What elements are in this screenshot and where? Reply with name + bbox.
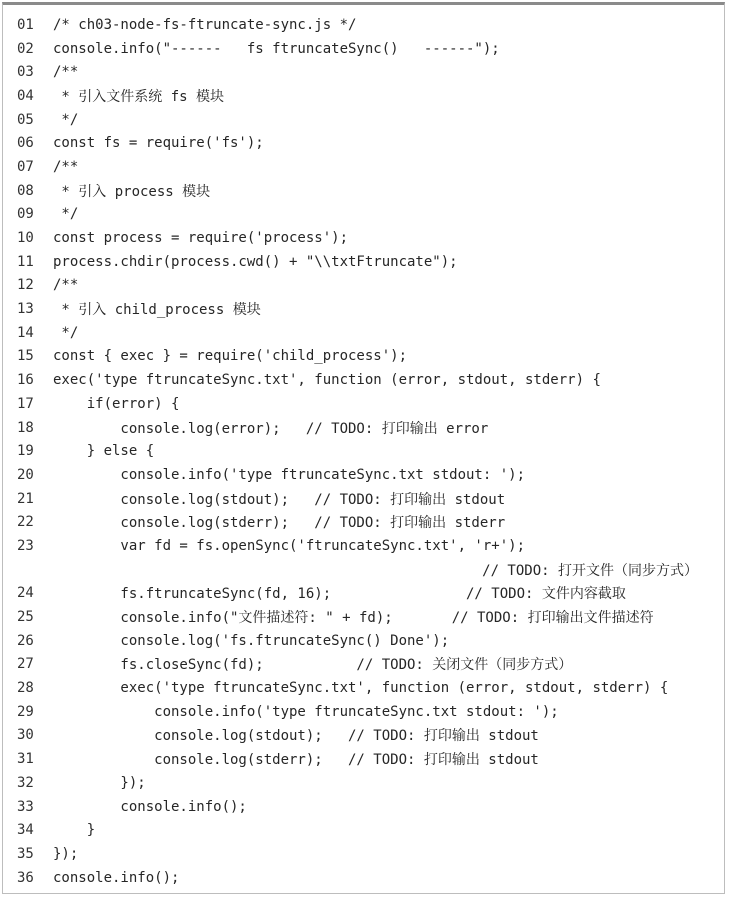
code-line [17,13,720,37]
code-text: */ [53,111,79,128]
line-number: 32 [17,774,34,791]
code-text: const { exec } = require('child_process'); [53,348,408,365]
line-number: 31 [17,751,34,768]
code-text: } else { [53,443,155,460]
line-number: 29 [17,703,34,720]
line-number: 13 [17,301,34,318]
code-text: process.chdir(process.cwd() + "\\txtFtruncate"); [53,253,458,270]
code-text: */ [53,324,79,341]
line-number: 11 [17,253,34,270]
code-text: fs.closeSync(fd); // TODO: 关闭文件（同步方式） [53,657,573,674]
line-number: 06 [17,135,34,152]
code-text: const process = require('process'); [53,230,349,247]
code-text: * 引入文件系统 fs 模块 [53,88,225,105]
code-text: }); [53,774,146,791]
code-line [17,131,720,155]
line-number: 21 [17,490,34,507]
line-number: 26 [17,632,34,649]
code-line [17,392,720,416]
code-line [17,795,720,819]
code-line [17,747,720,771]
code-line [17,676,720,700]
code-text: /* ch03-node-fs-ftruncate-sync.js */ [53,16,357,33]
code-text: exec('type ftruncateSync.txt', function (error, stdout, stderr) { [53,680,669,697]
code-text: } [53,822,96,839]
line-number: 18 [17,419,34,436]
code-text: console.info(); [53,869,180,886]
code-text: console.info('type ftruncateSync.txt stdout: '); [53,703,559,720]
code-line [17,818,720,842]
code-text: console.log('fs.ftruncateSync() Done'); [53,632,450,649]
code-line [17,250,720,274]
code-line [17,582,720,606]
line-number: 19 [17,443,34,460]
code-text: const fs = require('fs'); [53,135,264,152]
code-listing [17,13,720,889]
code-text: * 引入 child_process 模块 [53,302,261,319]
line-number: 07 [17,158,34,175]
code-text: exec('type ftruncateSync.txt', function (error, stdout, stderr) { [53,372,601,389]
code-text: console.log(stderr); // TODO: 打印输出 stdout [53,752,539,769]
line-number: 24 [17,585,34,602]
code-line [17,866,720,890]
code-line [17,345,720,369]
line-number: 03 [17,64,34,81]
line-number: 36 [17,869,34,886]
line-number: 22 [17,514,34,531]
code-line [17,60,720,84]
code-text: console.info("文件描述符: " + fd); // TODO: 打印输出文件描述符 [53,610,654,627]
code-text: var fd = fs.openSync('ftruncateSync.txt', 'r+'); [53,537,526,554]
line-number: 25 [17,609,34,626]
code-line [17,368,720,392]
code-line [17,108,720,132]
code-text: console.info('type ftruncateSync.txt stdout: '); [53,466,526,483]
code-line-continuation [17,558,720,582]
line-number: 05 [17,111,34,128]
code-text: /** [53,64,79,81]
code-line [17,629,720,653]
code-line [17,771,720,795]
code-line [17,842,720,866]
code-line [17,416,720,440]
code-line [17,155,720,179]
line-number: 14 [17,324,34,341]
line-number: 15 [17,348,34,365]
code-line [17,510,720,534]
code-line [17,321,720,345]
line-number: 02 [17,40,34,57]
line-number: 28 [17,680,34,697]
line-number: 08 [17,182,34,199]
line-number: 04 [17,87,34,104]
code-text: }); [53,845,79,862]
line-number: 09 [17,206,34,223]
code-text: /** [53,158,79,175]
code-text: * 引入 process 模块 [53,183,211,200]
code-line [17,439,720,463]
code-line [17,297,720,321]
code-line [17,653,720,677]
line-number: 01 [17,16,34,33]
code-comment: // TODO: 打开文件（同步方式） [482,562,698,579]
code-line [17,534,720,558]
code-text: console.log(stdout); // TODO: 打印输出 stdout [53,728,539,745]
line-number: 12 [17,277,34,294]
line-number: 34 [17,822,34,839]
code-line [17,203,720,227]
code-line [17,226,720,250]
code-text: console.info(); [53,798,247,815]
code-text: fs.ftruncateSync(fd, 16); // TODO: 文件内容截取 [53,586,626,603]
code-line [17,700,720,724]
line-number: 23 [17,537,34,554]
code-line [17,179,720,203]
code-text: */ [53,206,79,223]
line-number: 17 [17,395,34,412]
code-text: console.info("------ fs ftruncateSync() ------"); [53,40,500,57]
line-number: 27 [17,656,34,673]
code-listing-frame [2,2,725,894]
code-text: if(error) { [53,395,180,412]
code-line [17,84,720,108]
code-line [17,274,720,298]
code-text: /** [53,277,79,294]
code-text: console.log(stderr); // TODO: 打印输出 stderr [53,515,506,532]
code-line [17,605,720,629]
line-number: 33 [17,798,34,815]
line-number: 10 [17,230,34,247]
code-text: console.log(stdout); // TODO: 打印输出 stdout [53,491,506,508]
code-line [17,463,720,487]
code-text: console.log(error); // TODO: 打印输出 error [53,420,489,437]
line-number: 20 [17,466,34,483]
line-number: 35 [17,845,34,862]
code-line [17,37,720,61]
line-number: 16 [17,372,34,389]
code-line [17,487,720,511]
code-line [17,724,720,748]
line-number: 30 [17,727,34,744]
